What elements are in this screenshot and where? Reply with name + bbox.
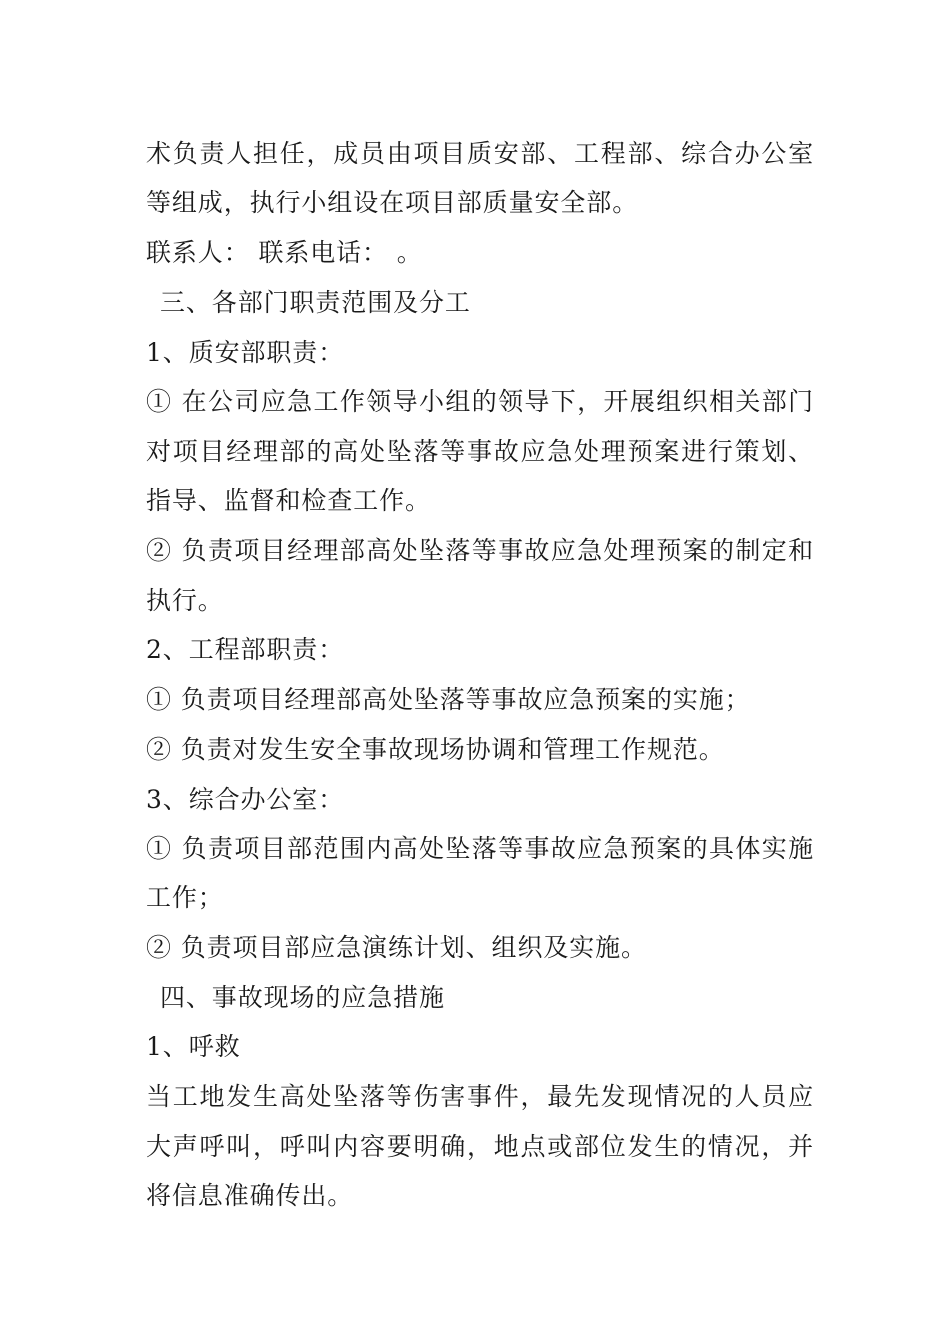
section-heading: 三、各部门职责范围及分工 bbox=[160, 288, 471, 317]
section-heading: 四、事故现场的应急措施 bbox=[160, 983, 445, 1012]
text-line: ② 负责项目经理部高处坠落等事故应急处理预案的制定和 bbox=[146, 536, 814, 565]
text-line: ② 负责项目部应急演练计划、组织及实施。 bbox=[146, 933, 647, 962]
subsection-heading: 2、工程部职责： bbox=[146, 635, 345, 664]
text-line: 指导、监督和检查工作。 bbox=[146, 486, 431, 515]
subsection-heading: 3、综合办公室： bbox=[146, 785, 345, 814]
text-line: ① 在公司应急工作领导小组的领导下，开展组织相关部门 bbox=[146, 387, 814, 416]
text-line: 对项目经理部的高处坠落等事故应急处理预案进行策划、 bbox=[146, 437, 814, 466]
contact-line: 联系人： 联系电话： 。 bbox=[146, 238, 423, 267]
text-line: 大声呼叫，呼叫内容要明确，地点或部位发生的情况，并 bbox=[146, 1132, 814, 1161]
text-line: 工作； bbox=[146, 883, 224, 912]
text-line: 术负责人担任，成员由项目质安部、工程部、综合办公室 bbox=[146, 139, 814, 168]
text-line: 当工地发生高处坠落等伤害事件，最先发现情况的人员应 bbox=[146, 1082, 814, 1111]
text-line: 执行。 bbox=[146, 586, 224, 615]
subsection-heading: 1、质安部职责： bbox=[146, 338, 345, 367]
subsection-heading: 1、呼救 bbox=[146, 1032, 241, 1061]
text-line: 将信息准确传出。 bbox=[146, 1181, 354, 1210]
text-line: 等组成，执行小组设在项目部质量安全部。 bbox=[146, 188, 639, 217]
text-line: ① 负责项目经理部高处坠落等事故应急预案的实施； bbox=[146, 685, 751, 714]
text-line: ① 负责项目部范围内高处坠落等事故应急预案的具体实施 bbox=[146, 834, 814, 863]
text-line: ② 负责对发生安全事故现场协调和管理工作规范。 bbox=[146, 735, 725, 764]
